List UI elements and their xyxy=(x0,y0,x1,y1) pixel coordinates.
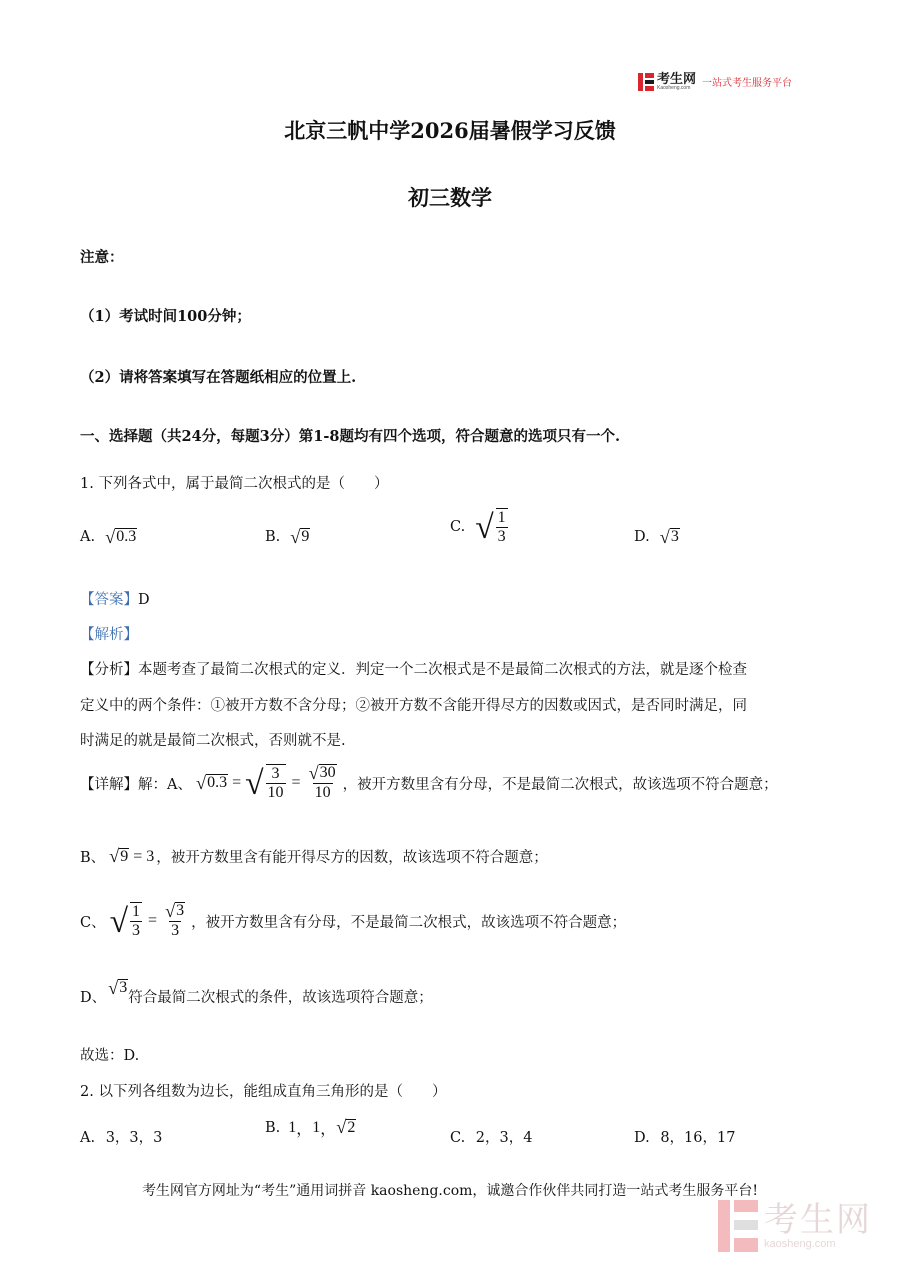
detail-c-text: ，被开方数里含有分母，不是最简二次根式，故该选项不符合题意； xyxy=(191,914,627,931)
watermark-logo-icon xyxy=(718,1200,758,1252)
q2-option-c-text: 2，3，4 xyxy=(475,1130,533,1146)
detail-b-radicand: 9 xyxy=(120,847,129,865)
detail-a-frac1-den: 10 xyxy=(267,784,284,802)
detail-a-frac2-den: 10 xyxy=(314,783,331,801)
q2-option-b: B. 1 ， 1 ， √ 2 xyxy=(265,1117,356,1138)
q2-option-c xyxy=(450,1126,532,1147)
logo-slogan: 一站式考生服务平台 xyxy=(702,78,793,89)
analysis-line-2: 定义中的两个条件：①被开方数不含分母；②被开方数不含能开得尽方的因数或因式，是否同时满足，同 xyxy=(80,698,747,714)
detail-d-prefix: D、 xyxy=(80,990,107,1006)
q1-option-a: A. √ 0.3 xyxy=(80,527,137,547)
watermark xyxy=(718,1200,872,1252)
analysis-line-1: 【分析】本题考查了最简二次根式的定义．判定一个二次根式是不是最简二次根式的方法，就是逐个检查 xyxy=(80,662,747,678)
detail-b-prefix: B、 xyxy=(80,850,106,866)
detail-b: B、 √ 9 = 3 ，被开方数里含有能开得尽方的因数，故该选项不符合题意； xyxy=(80,846,548,867)
detail-conclusion: 故选：D. xyxy=(80,1048,140,1064)
q2-option-d-text: 8，16，17 xyxy=(660,1130,736,1146)
q2-option-a xyxy=(80,1126,162,1147)
detail-d: D、 √ 3 符合最简二次根式的条件，故该选项符合题意； xyxy=(80,977,433,1006)
detail-c-den2: 3 xyxy=(171,921,180,939)
q1-option-c: C. √ $\frac{1}{3}$ xyxy=(450,508,506,546)
detail-c-rad-num: 3 xyxy=(176,902,185,920)
q1-option-d-label: D. xyxy=(634,529,650,546)
logo-subtext: Kaosheng.com xyxy=(657,85,691,91)
analysis-line-3: 时满足的就是最简二次根式，否则就不是. xyxy=(80,733,346,749)
q1-option-a-label: A. xyxy=(80,529,96,546)
detail-c-num: 1 xyxy=(132,903,141,920)
q1-answer xyxy=(80,588,150,609)
q1-option-d: D. √ 3 xyxy=(634,527,679,547)
q1-option-c-den: 3 xyxy=(497,528,506,546)
page-subtitle: 初三数学 xyxy=(408,185,492,210)
detail-c-prefix: C、 xyxy=(80,914,106,931)
q2-option-b-b: 1 xyxy=(312,1118,321,1136)
notice-item-1: （1）考试时间100分钟； xyxy=(80,308,251,325)
q1-option-a-radicand: 0.3 xyxy=(116,528,137,546)
q2-option-b-a: 1 xyxy=(288,1118,297,1136)
header-logo[interactable] xyxy=(638,72,792,91)
q2-option-b-radicand: 2 xyxy=(347,1118,356,1136)
q1-option-b: B. √ 9 xyxy=(265,527,310,547)
q1-option-c-label: C. xyxy=(450,519,466,536)
q1-option-b-radicand: 9 xyxy=(301,528,310,546)
logo-name: 考生网 xyxy=(657,71,697,86)
q2-option-d-label: D. xyxy=(634,1130,650,1146)
q1-option-c-num: 1 xyxy=(497,509,506,526)
q2-option-d xyxy=(634,1126,735,1147)
watermark-url: kaosheng.com xyxy=(764,1238,836,1250)
notice-heading: 注意： xyxy=(80,249,124,266)
page-footer[interactable]: 考生网官方网址为“考生”通用词拼音 kaosheng.com，诚邀合作伙伴共同打造一站式考生服务平台! xyxy=(141,1183,759,1199)
q1-option-d-radicand: 3 xyxy=(670,528,679,546)
detail-a-prefix: 【详解】解：A、 xyxy=(80,776,192,793)
detail-a: 【详解】解：A、 √ 0.3 = √ $\frac{3}{10}$ = √ 30 10 ，被开方数里含有分母，不是最简二次根式，故该选项不符合题意； xyxy=(80,763,778,802)
watermark-name: 考生网 xyxy=(764,1201,872,1239)
detail-b-result: 3 xyxy=(146,847,155,865)
notice-item-2: （2）请将答案填写在答题纸相应的位置上. xyxy=(80,369,357,386)
q2-stem: 2. 以下列各组数为边长，能组成直角三角形的是（ ） xyxy=(80,1084,447,1100)
answer-value: D xyxy=(138,592,150,608)
q2-option-a-text: 3，3，3 xyxy=(105,1130,163,1146)
q2-option-a-label: A. xyxy=(80,1130,96,1146)
section-heading: 一、选择题（共24分，每题3分）第1-8题均有四个选项，符合题意的选项只有一个. xyxy=(80,428,621,445)
logo-icon xyxy=(638,73,654,91)
q2-option-b-label: B. xyxy=(265,1119,281,1136)
analysis-tag: 【解析】 xyxy=(80,627,138,643)
detail-d-radicand: 3 xyxy=(119,978,128,996)
detail-d-text: 符合最简二次根式的条件，故该选项符合题意； xyxy=(128,990,433,1006)
detail-a-frac2-num: 30 xyxy=(319,764,336,782)
q1-option-b-label: B. xyxy=(265,529,281,546)
detail-a-frac1-num: 3 xyxy=(271,765,280,782)
detail-c-den: 3 xyxy=(132,922,141,940)
q1-stem: 1. 下列各式中，属于最简二次根式的是（ ） xyxy=(80,476,389,492)
detail-c: C、 √ $\frac{1}{3}$ = √ 3 3 ，被开方数里含有分母，不是最简二次根式，故该选项不符合题意； xyxy=(80,901,627,940)
detail-a-radicand: 0.3 xyxy=(207,774,228,792)
answer-tag: 【答案】 xyxy=(80,592,138,608)
page-title: 北京三帆中学2026届暑假学习反馈 xyxy=(284,118,616,143)
q2-option-c-label: C. xyxy=(450,1130,466,1146)
detail-b-text: ，被开方数里含有能开得尽方的因数，故该选项不符合题意； xyxy=(156,850,548,866)
detail-a-text: ，被开方数里含有分母，不是最简二次根式，故该选项不符合题意； xyxy=(342,776,778,793)
